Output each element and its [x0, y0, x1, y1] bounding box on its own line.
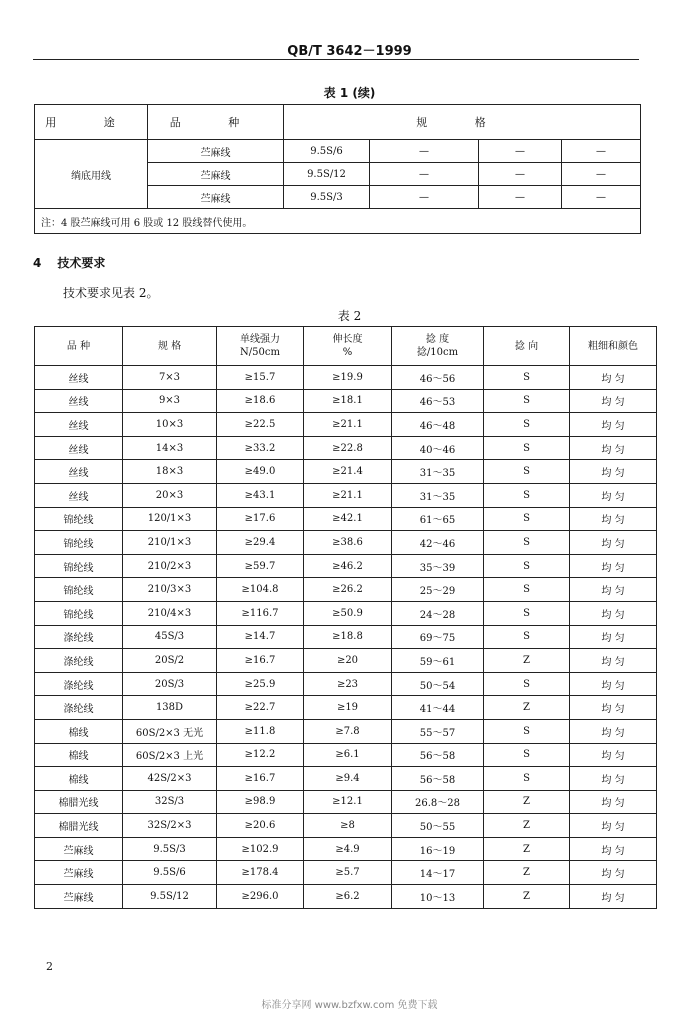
table2-direction-cell: S: [484, 413, 570, 437]
header-text: 捻 度: [425, 334, 450, 345]
table2-strength-cell: ≥18.6: [217, 389, 304, 413]
table2-twist-cell: 46～48: [392, 413, 484, 437]
table2: [34, 326, 657, 909]
table2-elongation-cell: ≥21.1: [304, 413, 392, 437]
table2-elongation-cell: ≥12.1: [304, 790, 392, 814]
table2-elongation-cell: ≥6.1: [304, 743, 392, 767]
table2-spec-cell: 20×3: [123, 483, 217, 507]
table2-elongation-cell: ≥21.1: [304, 483, 392, 507]
table2-elongation-cell: ≥23: [304, 672, 392, 696]
table2-twist-cell: 50～54: [392, 672, 484, 696]
table2-strength-cell: ≥104.8: [217, 578, 304, 602]
table2-twist-cell: 26.8～28: [392, 790, 484, 814]
table2-elongation-cell: ≥7.8: [304, 719, 392, 743]
table-row: [35, 554, 657, 578]
table2-spec-cell: 14×3: [123, 436, 217, 460]
table2-strength-cell: ≥29.4: [217, 531, 304, 555]
table2-strength-cell: ≥43.1: [217, 483, 304, 507]
table2-direction-cell: S: [484, 366, 570, 390]
table2-spec-cell: 9.5S/12: [123, 885, 217, 909]
table2-evenness-cell: 均 匀: [570, 719, 657, 743]
table2-spec-cell: 9×3: [123, 389, 217, 413]
table-row: [35, 814, 657, 838]
table2-twist-cell: 40～46: [392, 436, 484, 460]
section-text: 技术要求见表 2。: [63, 286, 159, 300]
table-row: [35, 672, 657, 696]
table-row: [35, 413, 657, 437]
table2-elongation-cell: ≥50.9: [304, 601, 392, 625]
table-row: [35, 601, 657, 625]
table2-spec-cell: 42S/2×3: [123, 767, 217, 791]
table2-strength-cell: ≥11.8: [217, 719, 304, 743]
table2-variety-cell: 棉线: [35, 719, 123, 743]
header-divider: [33, 59, 639, 60]
table1-empty-cell: —: [562, 163, 641, 186]
table2-evenness-cell: 均 匀: [570, 767, 657, 791]
table2-spec-cell: 10×3: [123, 413, 217, 437]
table2-spec-cell: 138D: [123, 696, 217, 720]
table2-twist-cell: 50～55: [392, 814, 484, 838]
table-row: [35, 366, 657, 390]
table-row: [35, 460, 657, 484]
table-row: [35, 578, 657, 602]
table2-twist-cell: 55～57: [392, 719, 484, 743]
table2-elongation-cell: ≥4.9: [304, 837, 392, 861]
table1-header-row: [35, 105, 641, 140]
section-number: 4: [33, 256, 42, 270]
table2-variety-cell: 涤纶线: [35, 696, 123, 720]
table2-direction-cell: Z: [484, 790, 570, 814]
table2-elongation-cell: ≥19: [304, 696, 392, 720]
table2-caption: 表 2: [337, 309, 362, 323]
table2-evenness-cell: 均 匀: [570, 625, 657, 649]
table-row: [35, 531, 657, 555]
table2-variety-cell: 苎麻线: [35, 837, 123, 861]
table2-direction-cell: S: [484, 436, 570, 460]
table2-variety-cell: 丝线: [35, 413, 123, 437]
table2-variety-cell: 苎麻线: [35, 861, 123, 885]
table2-header-variety: 品 种: [35, 327, 123, 366]
table2-spec-cell: 9.5S/6: [123, 861, 217, 885]
table2-twist-cell: 41～44: [392, 696, 484, 720]
table-row: [35, 719, 657, 743]
table2-elongation-cell: ≥22.8: [304, 436, 392, 460]
table2-evenness-cell: 均 匀: [570, 507, 657, 531]
table2-direction-cell: S: [484, 507, 570, 531]
table2-spec-cell: 20S/3: [123, 672, 217, 696]
table-row: [35, 507, 657, 531]
table2-strength-cell: ≥116.7: [217, 601, 304, 625]
table2-direction-cell: S: [484, 767, 570, 791]
table2-direction-cell: S: [484, 578, 570, 602]
table2-variety-cell: 涤纶线: [35, 672, 123, 696]
table2-direction-cell: S: [484, 483, 570, 507]
table2-strength-cell: ≥98.9: [217, 790, 304, 814]
header-unit: 捻/10cm: [416, 347, 459, 358]
header-unit: %: [342, 347, 353, 358]
table2-variety-cell: 锦纶线: [35, 554, 123, 578]
table2-twist-cell: 56～58: [392, 743, 484, 767]
table1-empty-cell: —: [479, 186, 562, 209]
table2-elongation-cell: ≥8: [304, 814, 392, 838]
table2-spec-cell: 120/1×3: [123, 507, 217, 531]
standard-code: QB/T 3642－1999: [287, 44, 412, 59]
table2-elongation-cell: ≥18.1: [304, 389, 392, 413]
table1: [34, 104, 641, 234]
table2-spec-cell: 210/4×3: [123, 601, 217, 625]
table2-twist-cell: 42～46: [392, 531, 484, 555]
table2-spec-cell: 18×3: [123, 460, 217, 484]
table2-spec-cell: 32S/2×3: [123, 814, 217, 838]
table2-evenness-cell: 均 匀: [570, 389, 657, 413]
table2-variety-cell: 苎麻线: [35, 885, 123, 909]
table2-header-evenness: 粗细和颜色: [570, 327, 657, 366]
table2-twist-cell: 46～53: [392, 389, 484, 413]
table2-spec-cell: 9.5S/3: [123, 837, 217, 861]
table-row: [35, 837, 657, 861]
table2-twist-cell: 35～39: [392, 554, 484, 578]
table2-evenness-cell: 均 匀: [570, 578, 657, 602]
table1-spec-cell: 9.5S/3: [284, 186, 370, 209]
watermark: 标准分享网 www.bzfxw.com 免费下载: [261, 1000, 438, 1011]
table2-spec-cell: 60S/2×3 上光: [123, 743, 217, 767]
table2-evenness-cell: 均 匀: [570, 814, 657, 838]
table2-direction-cell: S: [484, 460, 570, 484]
table2-evenness-cell: 均 匀: [570, 366, 657, 390]
section-title: 技术要求: [57, 256, 106, 270]
table2-evenness-cell: 均 匀: [570, 696, 657, 720]
table2-strength-cell: ≥59.7: [217, 554, 304, 578]
table2-elongation-cell: ≥6.2: [304, 885, 392, 909]
table2-strength-cell: ≥12.2: [217, 743, 304, 767]
table2-strength-cell: ≥20.6: [217, 814, 304, 838]
table1-empty-cell: —: [479, 163, 562, 186]
table2-body: [35, 366, 657, 909]
table2-evenness-cell: 均 匀: [570, 649, 657, 673]
table1-empty-cell: —: [370, 186, 479, 209]
table2-strength-cell: ≥22.5: [217, 413, 304, 437]
table2-direction-cell: Z: [484, 861, 570, 885]
table2-header-spec: 规 格: [123, 327, 217, 366]
table2-evenness-cell: 均 匀: [570, 413, 657, 437]
page-number: 2: [46, 960, 53, 973]
table2-variety-cell: 棉腊光线: [35, 814, 123, 838]
table1-spec-cell: 9.5S/6: [284, 140, 370, 163]
table-row: [35, 767, 657, 791]
table1-header-variety: 品 种: [148, 105, 284, 140]
table2-header-twist: [392, 327, 484, 366]
table2-variety-cell: 涤纶线: [35, 625, 123, 649]
table2-elongation-cell: ≥26.2: [304, 578, 392, 602]
table2-direction-cell: S: [484, 531, 570, 555]
table2-elongation-cell: ≥42.1: [304, 507, 392, 531]
table2-twist-cell: 59～61: [392, 649, 484, 673]
table2-elongation-cell: ≥21.4: [304, 460, 392, 484]
table2-direction-cell: S: [484, 601, 570, 625]
table2-twist-cell: 25～29: [392, 578, 484, 602]
table2-direction-cell: S: [484, 389, 570, 413]
header-unit: N/50cm: [240, 347, 280, 358]
table2-elongation-cell: ≥5.7: [304, 861, 392, 885]
table2-strength-cell: ≥17.6: [217, 507, 304, 531]
table-row: [35, 140, 641, 163]
table-row: [35, 389, 657, 413]
table2-twist-cell: 14～17: [392, 861, 484, 885]
table1-empty-cell: —: [562, 140, 641, 163]
table2-variety-cell: 丝线: [35, 366, 123, 390]
table-row: [35, 436, 657, 460]
table-row: [35, 483, 657, 507]
table2-twist-cell: 31～35: [392, 483, 484, 507]
table2-twist-cell: 16～19: [392, 837, 484, 861]
table2-strength-cell: ≥15.7: [217, 366, 304, 390]
table2-direction-cell: Z: [484, 696, 570, 720]
table2-strength-cell: ≥49.0: [217, 460, 304, 484]
section-heading: [33, 254, 105, 271]
table2-elongation-cell: ≥20: [304, 649, 392, 673]
table2-spec-cell: 60S/2×3 无光: [123, 719, 217, 743]
table2-strength-cell: ≥16.7: [217, 767, 304, 791]
table2-direction-cell: S: [484, 554, 570, 578]
table-row: [35, 861, 657, 885]
table2-direction-cell: Z: [484, 814, 570, 838]
table2-variety-cell: 丝线: [35, 483, 123, 507]
table2-spec-cell: 45S/3: [123, 625, 217, 649]
table2-twist-cell: 10～13: [392, 885, 484, 909]
table2-spec-cell: 210/2×3: [123, 554, 217, 578]
table2-strength-cell: ≥14.7: [217, 625, 304, 649]
table-row: [35, 743, 657, 767]
table2-twist-cell: 61～65: [392, 507, 484, 531]
table-row: [35, 885, 657, 909]
table2-variety-cell: 锦纶线: [35, 601, 123, 625]
table2-strength-cell: ≥296.0: [217, 885, 304, 909]
table2-evenness-cell: 均 匀: [570, 790, 657, 814]
table2-direction-cell: S: [484, 625, 570, 649]
table2-variety-cell: 棉腊光线: [35, 790, 123, 814]
table2-elongation-cell: ≥19.9: [304, 366, 392, 390]
table2-elongation-cell: ≥38.6: [304, 531, 392, 555]
table1-caption: 表 1 (续): [323, 86, 376, 100]
table2-variety-cell: 涤纶线: [35, 649, 123, 673]
table2-strength-cell: ≥33.2: [217, 436, 304, 460]
table2-variety-cell: 丝线: [35, 460, 123, 484]
table1-note: 注：4 股苎麻线可用 6 股或 12 股线替代使用。: [35, 209, 641, 234]
table1-spec-cell: 9.5S/12: [284, 163, 370, 186]
table2-evenness-cell: 均 匀: [570, 460, 657, 484]
table2-variety-cell: 棉线: [35, 767, 123, 791]
table1-variety-cell: 苎麻线: [148, 163, 284, 186]
table2-evenness-cell: 均 匀: [570, 861, 657, 885]
table1-header-spec: 规 格: [284, 105, 641, 140]
table2-twist-cell: 31～35: [392, 460, 484, 484]
table2-evenness-cell: 均 匀: [570, 837, 657, 861]
table2-elongation-cell: ≥18.8: [304, 625, 392, 649]
table2-evenness-cell: 均 匀: [570, 743, 657, 767]
table1-empty-cell: —: [479, 140, 562, 163]
table2-evenness-cell: 均 匀: [570, 601, 657, 625]
table-row: [35, 790, 657, 814]
table1-variety-cell: 苎麻线: [148, 186, 284, 209]
table2-spec-cell: 20S/2: [123, 649, 217, 673]
table2-elongation-cell: ≥46.2: [304, 554, 392, 578]
table1-use-cell: 绱底用线: [35, 140, 148, 209]
table2-twist-cell: 69～75: [392, 625, 484, 649]
table-row: [35, 625, 657, 649]
table2-variety-cell: 锦纶线: [35, 578, 123, 602]
table2-variety-cell: 丝线: [35, 389, 123, 413]
table1-header-use: 用 途: [35, 105, 148, 140]
table2-strength-cell: ≥22.7: [217, 696, 304, 720]
table2-variety-cell: 锦纶线: [35, 507, 123, 531]
table1-empty-cell: —: [370, 163, 479, 186]
table2-direction-cell: Z: [484, 837, 570, 861]
table2-evenness-cell: 均 匀: [570, 885, 657, 909]
table2-evenness-cell: 均 匀: [570, 672, 657, 696]
table2-evenness-cell: 均 匀: [570, 531, 657, 555]
table-row: [35, 696, 657, 720]
table2-direction-cell: S: [484, 672, 570, 696]
table2-header-row: [35, 327, 657, 366]
table2-direction-cell: S: [484, 719, 570, 743]
table1-empty-cell: —: [562, 186, 641, 209]
table2-spec-cell: 210/3×3: [123, 578, 217, 602]
table2-strength-cell: ≥25.9: [217, 672, 304, 696]
table2-evenness-cell: 均 匀: [570, 483, 657, 507]
table2-header-strength: [217, 327, 304, 366]
table2-variety-cell: 棉线: [35, 743, 123, 767]
table2-direction-cell: Z: [484, 885, 570, 909]
table2-direction-cell: Z: [484, 649, 570, 673]
table2-header-direction: 捻 向: [484, 327, 570, 366]
table2-twist-cell: 56～58: [392, 767, 484, 791]
header-text: 单线强力: [240, 334, 280, 345]
table2-strength-cell: ≥102.9: [217, 837, 304, 861]
table2-strength-cell: ≥178.4: [217, 861, 304, 885]
table2-spec-cell: 32S/3: [123, 790, 217, 814]
table2-direction-cell: S: [484, 743, 570, 767]
header-text: 伸长度: [332, 334, 363, 345]
table2-twist-cell: 24～28: [392, 601, 484, 625]
table2-elongation-cell: ≥9.4: [304, 767, 392, 791]
table2-variety-cell: 锦纶线: [35, 531, 123, 555]
table2-header-elongation: [304, 327, 392, 366]
table1-note-row: [35, 209, 641, 234]
table2-strength-cell: ≥16.7: [217, 649, 304, 673]
table-row: [35, 649, 657, 673]
table2-twist-cell: 46～56: [392, 366, 484, 390]
table2-evenness-cell: 均 匀: [570, 436, 657, 460]
table2-variety-cell: 丝线: [35, 436, 123, 460]
table1-variety-cell: 苎麻线: [148, 140, 284, 163]
table1-empty-cell: —: [370, 140, 479, 163]
table2-evenness-cell: 均 匀: [570, 554, 657, 578]
table2-spec-cell: 210/1×3: [123, 531, 217, 555]
table2-spec-cell: 7×3: [123, 366, 217, 390]
